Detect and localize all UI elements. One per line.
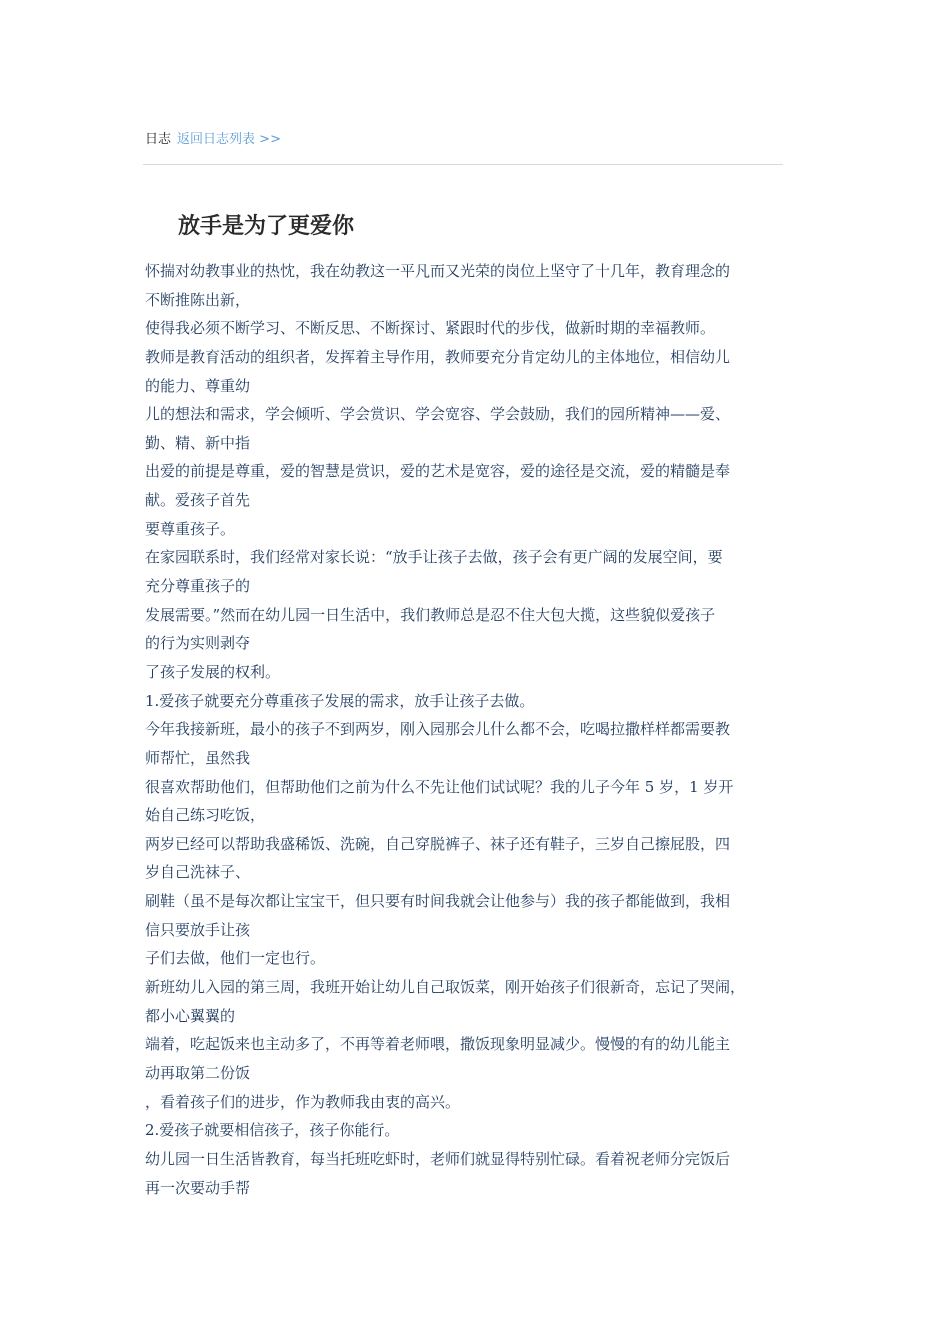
paragraph-line: 子们去做，他们一定也行。 <box>145 949 326 968</box>
paragraph-line: 儿的想法和需求，学会倾听、学会赏识、学会宽容、学会鼓励，我们的园所精神——爱、 <box>145 405 731 424</box>
paragraph-line: 2.爱孩子就要相信孩子，孩子你能行。 <box>145 1121 400 1140</box>
paragraph-line: 岁自己洗袜子、 <box>145 863 251 882</box>
back-to-journal-list-link[interactable] <box>177 132 281 147</box>
paragraph-line: 要尊重孩子。 <box>145 519 236 538</box>
article-body <box>145 257 807 1202</box>
paragraph-line: 勤、精、新中指 <box>145 433 251 452</box>
paragraph-line: 在家园联系时，我们经常对家长说：“放手让孩子去做，孩子会有更广阔的发展空间，要 <box>145 548 723 567</box>
paragraph-line: 的能力、尊重幼 <box>145 376 251 395</box>
paragraph-line: 新班幼儿入园的第三周，我班开始让幼儿自己取饭菜，刚开始孩子们很新奇，忘记了哭闹， <box>145 978 746 997</box>
paragraph-line: 始自己练习吃饭， <box>145 806 266 825</box>
paragraph-line: 很喜欢帮助他们，但帮助他们之前为什么不先让他们试试呢？我的儿子今年 5 岁，1 岁开 <box>145 777 734 796</box>
paragraph-line: 了孩子发展的权利。 <box>145 662 281 681</box>
paragraph-line: 端着，吃起饭来也主动多了，不再等着老师喂，撒饭现象明显减少。慢慢的有的幼儿能主 <box>145 1035 731 1054</box>
paragraph-line: 献。爱孩子首先 <box>145 491 251 510</box>
article-title: 放手是为了更爱你 <box>178 214 355 239</box>
paragraph-line: 怀揣对幼教事业的热忱，我在幼教这一平凡而又光荣的岗位上坚守了十几年，教育理念的 <box>145 262 731 280</box>
paragraph-line: 的行为实则剥夺 <box>145 634 251 653</box>
paragraph-line: 教师是教育活动的组织者，发挥着主导作用，教师要充分肯定幼儿的主体地位，相信幼儿 <box>145 347 731 366</box>
paragraph-line: 幼儿园一日生活皆教育，每当托班吃虾时，老师们就显得特别忙碌。看着祝老师分完饭后 <box>145 1149 731 1168</box>
paragraph-line: 信只要放手让孩 <box>145 920 251 939</box>
header-divider <box>143 164 783 165</box>
paragraph-line: 都小心翼翼的 <box>145 1006 236 1025</box>
paragraph-line: 刷鞋（虽不是每次都让宝宝干，但只要有时间我就会让他参与）我的孩子都能做到，我相 <box>145 892 731 911</box>
breadcrumb-current: 日志 <box>145 132 172 147</box>
breadcrumb <box>145 131 281 149</box>
paragraph-line: 今年我接新班，最小的孩子不到两岁，刚入园那会儿什么都不会，吃喝拉撒样样都需要教 <box>145 720 731 739</box>
paragraph-line: 动再取第二份饭 <box>145 1063 251 1082</box>
paragraph-line: 充分尊重孩子的 <box>145 577 251 596</box>
paragraph-line: 师帮忙，虽然我 <box>145 748 251 767</box>
back-link-label: 返回日志列表 <box>177 132 256 147</box>
paragraph-line: 两岁已经可以帮助我盛稀饭、洗碗，自己穿脱裤子、袜子还有鞋子，三岁自己擦屁股，四 <box>145 834 731 853</box>
paragraph-line: 使得我必须不断学习、不断反思、不断探讨、紧跟时代的步伐，做新时期的幸福教师。 <box>145 319 716 338</box>
paragraph-line: 1.爱孩子就要充分尊重孩子发展的需求，放手让孩子去做。 <box>145 691 535 710</box>
paragraph-line: 出爱的前提是尊重，爱的智慧是赏识，爱的艺术是宽容，爱的途径是交流，爱的精髓是奉 <box>145 462 731 481</box>
double-chevron-right-icon: >> <box>259 132 281 147</box>
paragraph-line: 不断推陈出新， <box>145 290 251 309</box>
paragraph-line: 再一次要动手帮 <box>145 1178 251 1197</box>
paragraph-line: 发展需要。”然而在幼儿园一日生活中，我们教师总是忍不住大包大揽，这些貌似爱孩子 <box>145 605 716 624</box>
paragraph-line: ，看着孩子们的进步，作为教师我由衷的高兴。 <box>145 1092 461 1111</box>
